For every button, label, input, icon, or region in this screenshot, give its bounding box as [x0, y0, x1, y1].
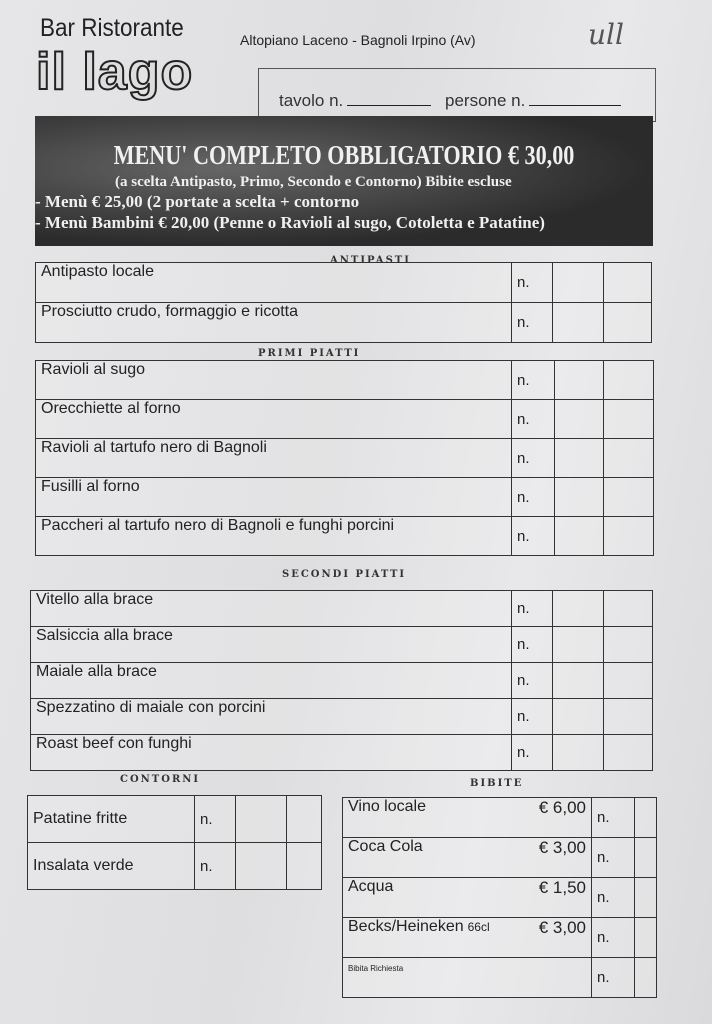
quantity-label: n. — [592, 838, 635, 878]
item-name-cell — [343, 958, 592, 998]
quantity-label: n. — [512, 591, 553, 627]
menu-item-row — [343, 798, 657, 838]
menu-item-row — [343, 878, 657, 918]
item-name: Vitello alla brace — [36, 591, 154, 608]
item-name: Prosciutto crudo, formaggio e ricotta — [41, 303, 299, 320]
table-info-box — [258, 68, 656, 122]
quantity-label: n. — [512, 663, 553, 699]
quantity-entry-cell[interactable] — [553, 663, 604, 699]
item-name-cell — [36, 263, 512, 303]
quantity-label: n. — [512, 263, 553, 303]
fixed-menu-banner — [35, 116, 653, 246]
item-name-cell — [28, 796, 195, 843]
menu-item-row — [36, 303, 652, 343]
menu-item-row — [31, 627, 653, 663]
antipasti-table — [35, 262, 652, 343]
quantity-entry-cell[interactable] — [635, 958, 657, 998]
quantity-entry-cell[interactable] — [635, 918, 657, 958]
quantity-entry-cell[interactable] — [604, 263, 652, 303]
quantity-entry-cell[interactable] — [604, 517, 654, 556]
quantity-entry-cell[interactable] — [236, 796, 287, 843]
quantity-entry-cell[interactable] — [604, 478, 654, 517]
item-name-cell — [31, 627, 512, 663]
menu-item-row — [36, 517, 654, 556]
quantity-entry-cell[interactable] — [604, 591, 653, 627]
item-name: Insalata verde — [33, 857, 134, 874]
item-name-cell — [36, 478, 512, 517]
drink-size: 66cl — [467, 920, 490, 934]
drink-price: € 1,50 — [538, 878, 586, 897]
item-name: Orecchiette al forno — [41, 400, 181, 417]
drink-name: Becks/Heineken — [348, 918, 464, 935]
drink-price: € 6,00 — [538, 798, 586, 817]
menu-item-row — [36, 361, 654, 400]
quantity-entry-cell[interactable] — [553, 303, 604, 343]
banner-subtitle: (a scelta Antipasto, Primo, Secondo e Contorno) Bibite escluse — [115, 174, 512, 190]
primi-table — [35, 360, 654, 556]
quantity-label: n. — [512, 517, 555, 556]
drink-price: € 3,00 — [538, 838, 586, 857]
item-name-cell — [343, 798, 592, 838]
quantity-entry-cell[interactable] — [604, 439, 654, 478]
quantity-entry-cell[interactable] — [635, 838, 657, 878]
item-name: Patatine fritte — [33, 810, 128, 827]
item-name: Ravioli al sugo — [41, 361, 146, 378]
section-title-contorni: CONTORNI — [120, 774, 201, 785]
quantity-entry-cell[interactable] — [604, 400, 654, 439]
item-name-cell — [31, 591, 512, 627]
quantity-entry-cell[interactable] — [604, 663, 653, 699]
item-name: Paccheri al tartufo nero di Bagnoli e funghi porcini — [41, 517, 395, 534]
address: Altopiano Laceno - Bagnoli Irpino (Av) — [240, 32, 476, 48]
quantity-label: n. — [195, 796, 236, 843]
quantity-entry-cell[interactable] — [553, 627, 604, 663]
item-name-cell — [36, 517, 512, 556]
quantity-label: n. — [592, 958, 635, 998]
item-name-cell — [31, 735, 512, 771]
quantity-entry-cell[interactable] — [553, 735, 604, 771]
quantity-label: n. — [512, 735, 553, 771]
drink-name: Coca Cola — [348, 838, 423, 855]
quantity-entry-cell[interactable] — [555, 439, 604, 478]
persons-field[interactable] — [445, 91, 621, 111]
quantity-entry-cell[interactable] — [604, 361, 654, 400]
table-label: tavolo n. — [279, 91, 344, 110]
quantity-entry-cell[interactable] — [553, 591, 604, 627]
quantity-entry-cell[interactable] — [553, 263, 604, 303]
menu-item-row — [28, 796, 322, 843]
menu-item-row — [36, 263, 652, 303]
banner-menu-25: - Menù € 25,00 (2 portate a scelta + contorno — [35, 192, 360, 211]
menu-item-row — [31, 735, 653, 771]
quantity-entry-cell[interactable] — [635, 798, 657, 838]
drink-name: Vino locale — [348, 798, 426, 815]
bibite-table — [342, 797, 657, 998]
quantity-label: n. — [592, 878, 635, 918]
menu-item-row — [36, 439, 654, 478]
quantity-entry-cell[interactable] — [553, 699, 604, 735]
menu-item-row — [31, 591, 653, 627]
item-name-cell — [36, 361, 512, 400]
brand-name: Bar Ristorante — [40, 14, 184, 42]
quantity-entry-cell[interactable] — [555, 361, 604, 400]
quantity-label: n. — [592, 918, 635, 958]
item-name: Spezzatino di maiale con porcini — [36, 699, 266, 716]
banner-title: MENU' COMPLETO OBBLIGATORIO € 30,00 — [113, 140, 575, 170]
drink-name: Acqua — [348, 878, 394, 895]
brand-logo: il lago — [36, 43, 194, 101]
item-name-cell — [36, 439, 512, 478]
drink-name: Bibita Richiesta — [348, 964, 404, 973]
quantity-label: n. — [512, 699, 553, 735]
menu-item-row — [28, 843, 322, 890]
section-title-antipasti: ANTIPASTI — [330, 255, 411, 266]
item-name-cell — [36, 400, 512, 439]
banner-menu-kids: - Menù Bambini € 20,00 (Penne o Ravioli al sugo, Cotoletta e Patatine) — [35, 213, 545, 232]
item-name-cell — [343, 838, 592, 878]
item-name-cell — [28, 843, 195, 890]
quantity-entry-cell[interactable] — [555, 517, 604, 556]
menu-item-row — [343, 838, 657, 878]
quantity-label: n. — [592, 798, 635, 838]
persons-label: persone n. — [445, 91, 526, 110]
item-name-cell — [31, 699, 512, 735]
quantity-entry-cell[interactable] — [287, 843, 322, 890]
quantity-entry-cell[interactable] — [555, 478, 604, 517]
quantity-entry-cell[interactable] — [604, 735, 653, 771]
section-title-secondi: SECONDI PIATTI — [282, 569, 407, 580]
quantity-label: n. — [512, 303, 553, 343]
item-name: Salsiccia alla brace — [36, 627, 173, 644]
item-name-cell — [36, 303, 512, 343]
section-title-bibite: BIBITE — [470, 778, 524, 789]
section-title-primi: PRIMI PIATTI — [258, 348, 361, 359]
quantity-entry-cell[interactable] — [604, 627, 653, 663]
menu-item-row — [36, 478, 654, 517]
quantity-label: n. — [512, 361, 555, 400]
item-name-cell — [343, 878, 592, 918]
table-number-field[interactable] — [279, 91, 431, 111]
menu-item-row — [343, 918, 657, 958]
quantity-label: n. — [512, 400, 555, 439]
quantity-label: n. — [512, 439, 555, 478]
item-name-cell — [343, 918, 592, 958]
handwritten-note: ull — [588, 18, 624, 51]
menu-item-row — [36, 400, 654, 439]
item-name: Ravioli al tartufo nero di Bagnoli — [41, 439, 267, 456]
item-name: Maiale alla brace — [36, 663, 157, 680]
item-name: Roast beef con funghi — [36, 735, 192, 752]
quantity-label: n. — [512, 478, 555, 517]
quantity-entry-cell[interactable] — [604, 303, 652, 343]
quantity-label: n. — [512, 627, 553, 663]
quantity-label: n. — [195, 843, 236, 890]
quantity-entry-cell[interactable] — [236, 843, 287, 890]
quantity-entry-cell[interactable] — [635, 878, 657, 918]
quantity-entry-cell[interactable] — [287, 796, 322, 843]
secondi-table — [30, 590, 653, 771]
item-name: Fusilli al forno — [41, 478, 140, 495]
item-name-cell — [31, 663, 512, 699]
quantity-entry-cell[interactable] — [604, 699, 653, 735]
drink-price: € 3,00 — [538, 918, 586, 937]
menu-item-row — [343, 958, 657, 998]
menu-item-row — [31, 699, 653, 735]
quantity-entry-cell[interactable] — [555, 400, 604, 439]
contorni-table — [27, 795, 322, 890]
menu-item-row — [31, 663, 653, 699]
item-name: Antipasto locale — [41, 263, 154, 280]
